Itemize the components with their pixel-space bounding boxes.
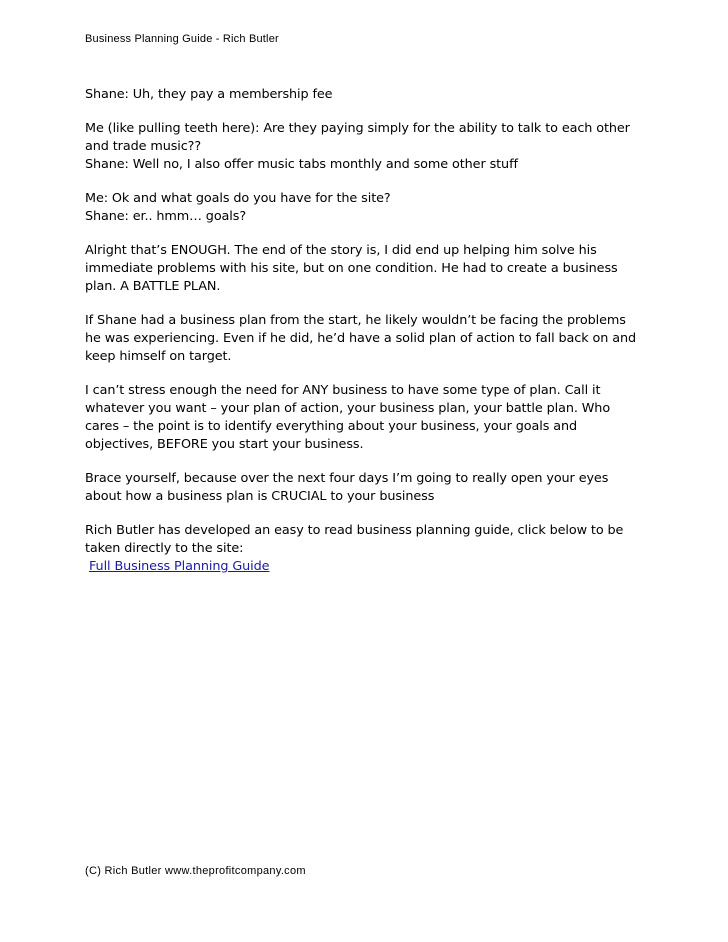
text-line: Brace yourself, because over the next four days I’m going to really open your eyes bbox=[85, 471, 609, 486]
text-line: plan. A BATTLE PLAN. bbox=[85, 279, 221, 294]
text-line: taken directly to the site: bbox=[85, 541, 244, 556]
text-line: I can’t stress enough the need for ANY business to have some type of plan. Call it bbox=[85, 383, 601, 398]
text-line: Shane: er.. hmm… goals? bbox=[85, 209, 247, 224]
paragraph-2 bbox=[85, 120, 645, 174]
text-line: cares – the point is to identify everything about your business, your goals and bbox=[85, 419, 578, 434]
text-line: about how a business plan is CRUCIAL to your business bbox=[85, 489, 435, 504]
paragraph-5 bbox=[85, 312, 645, 366]
text-line: Shane: Uh, they pay a membership fee bbox=[85, 87, 333, 102]
paragraph-7 bbox=[85, 470, 645, 506]
text-line: immediate problems with his site, but on one condition. He had to create a business bbox=[85, 261, 618, 276]
paragraph-3 bbox=[85, 190, 645, 226]
page-footer: (C) Rich Butler www.theprofitcompany.com bbox=[85, 865, 306, 877]
paragraph-6 bbox=[85, 382, 645, 454]
text-line: Alright that’s ENOUGH. The end of the story is, I did end up helping him solve his bbox=[85, 243, 597, 258]
text-line: keep himself on target. bbox=[85, 349, 232, 364]
text-line: Me (like pulling teeth here): Are they paying simply for the ability to talk to each other bbox=[85, 121, 630, 136]
text-line: Me: Ok and what goals do you have for the site? bbox=[85, 191, 391, 206]
text-line: and trade music?? bbox=[85, 139, 202, 154]
paragraph-1 bbox=[85, 86, 645, 104]
paragraph-4 bbox=[85, 242, 645, 296]
text-line: he was experiencing. Even if he did, he’d have a solid plan of action to fall back on and bbox=[85, 331, 636, 346]
paragraph-8 bbox=[85, 522, 645, 576]
document-body bbox=[85, 86, 645, 592]
text-line: objectives, BEFORE you start your business. bbox=[85, 437, 364, 452]
page-header: Business Planning Guide - Rich Butler bbox=[85, 33, 279, 45]
text-line: Rich Butler has developed an easy to read business planning guide, click below to be bbox=[85, 523, 624, 538]
text-line: Shane: Well no, I also offer music tabs monthly and some other stuff bbox=[85, 157, 518, 172]
text-line: If Shane had a business plan from the start, he likely wouldn’t be facing the problems bbox=[85, 313, 626, 328]
text-line: whatever you want – your plan of action, your business plan, your battle plan. Who bbox=[85, 401, 611, 416]
full-business-planning-guide-link[interactable]: Full Business Planning Guide bbox=[89, 559, 270, 574]
